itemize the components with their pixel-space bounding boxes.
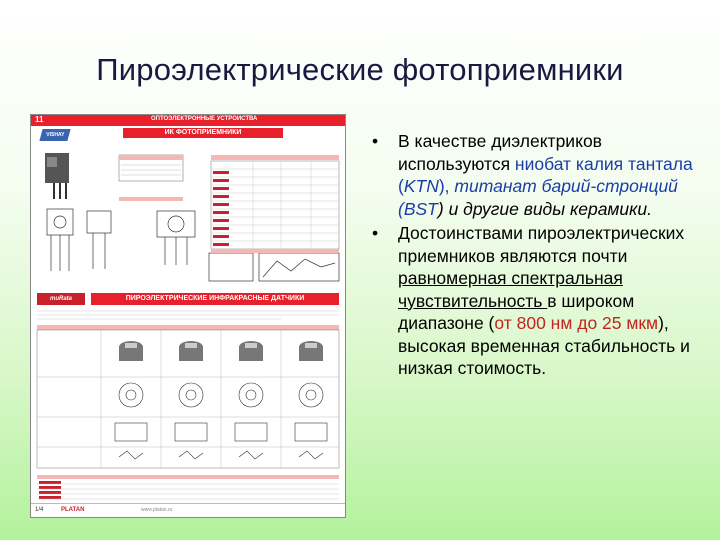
bullet1-text-sep: ),	[438, 176, 455, 196]
bullet1-text-ceramics: ) и другие виды керамики.	[437, 198, 653, 219]
section-title-ir: ИК ФОТОПРИЕМНИКИ	[123, 128, 283, 138]
bullet2-text-range: в широком диапазоне (	[398, 290, 635, 333]
bullet2-text-intro: Достоинствами пироэлектрических приемников являются почти	[398, 223, 685, 266]
catalog-header-label: ОПТОЭЛЕКТРОННЫЕ УСТРОЙСТВА	[151, 116, 258, 122]
bullet1-text-bst: BST	[403, 198, 438, 219]
catalog-footer	[31, 503, 345, 518]
slide-title: Пироэлектрические фотоприемники	[96, 52, 624, 87]
bullet1-text-ktn-name: ниобат калия тантала (	[398, 153, 693, 196]
bullet2-text-wavelengths: от 800 нм до 25 мкм	[494, 313, 659, 333]
bullet-item-advantages	[372, 222, 702, 380]
vishay-logo: VISHAY	[39, 129, 70, 141]
bullet1-text-bst-name: титанат барий-стронций (	[398, 176, 678, 219]
bullet2-text-spectral: равномерная спектральная чувствительность	[398, 268, 623, 311]
platan-logo: PLATAN	[61, 507, 85, 513]
bullet2-text-stability: ), высокая временная стабильность и низкая стоимость.	[398, 313, 690, 378]
section-title-pyro: ПИРОЭЛЕКТРИЧЕСКИЕ ИНФРАКРАСНЫЕ ДАТЧИКИ	[91, 293, 339, 305]
bullet1-text-plain: В качестве диэлектриков используются	[398, 131, 602, 174]
bullet-dot: •	[372, 223, 379, 243]
sensor-drawings-top	[31, 141, 345, 291]
murata-logo: muRata	[37, 293, 85, 305]
sensor-drawings-bottom	[31, 307, 345, 503]
bullet1-text-ktn: KTN	[403, 176, 439, 196]
bullet-item-dielectrics	[372, 130, 702, 220]
bullet-list	[372, 130, 702, 382]
catalog-page-image	[30, 114, 346, 518]
catalog-footer-url: www.platan.ru	[141, 507, 173, 513]
catalog-header-bar	[31, 115, 345, 126]
catalog-page-number: 11	[35, 115, 44, 124]
bullet-dot: •	[372, 131, 379, 151]
catalog-footer-page: 1/4	[35, 507, 44, 513]
